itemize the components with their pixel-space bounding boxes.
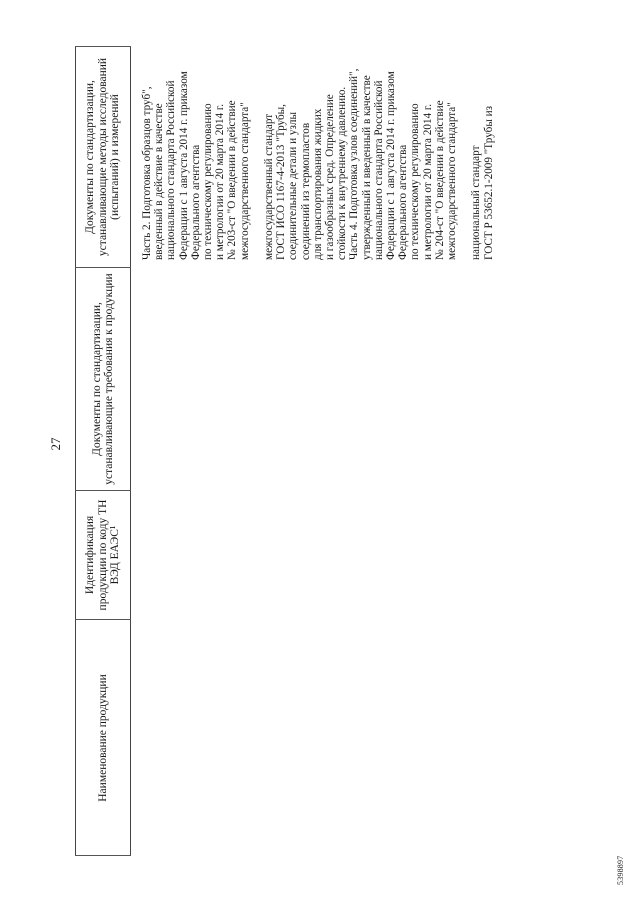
methods-text-line: и газообразных сред. Определение: [324, 94, 337, 260]
table-border-right: [75, 46, 131, 47]
methods-text-line: введенный в действие в качестве: [153, 103, 166, 260]
table-top-rule: [75, 47, 76, 856]
methods-text-line: ГОСТ Р 53652.1-2009 "Трубы из: [482, 105, 495, 260]
header-requirements-docs: Документы по стандартизации, устанавливающие требования к продукции: [90, 273, 115, 485]
methods-text-line: № 203-ст "О введении в действие: [226, 100, 239, 260]
methods-text-line: соединительные детали и узлы: [287, 112, 300, 260]
methods-text-line: и метрологии от 20 марта 2014 г.: [214, 103, 227, 260]
column-divider: [75, 619, 131, 620]
methods-text-line: национального стандарта Российской: [165, 80, 178, 260]
methods-text-line: Часть 4. Подготовка узлов соединений",: [348, 68, 361, 260]
header-product-name: Наименование продукции: [96, 674, 109, 802]
table-border-left: [75, 855, 131, 856]
table-header-rule: [130, 47, 131, 856]
document-id: 5398897: [616, 855, 625, 885]
paragraph-spacer: [458, 0, 470, 260]
methods-text-line: национального стандарта Российской: [372, 80, 385, 260]
methods-text-line: Федерального агентства: [189, 144, 202, 260]
paragraph-spacer: [251, 0, 263, 260]
methods-text-line: Федерального агентства: [397, 144, 410, 260]
methods-text-line: межгосударственный стандарт: [263, 113, 276, 260]
methods-text-line: Федерации с 1 августа 2014 г. приказом: [385, 71, 398, 260]
methods-text-line: ГОСТ ИСО 1167-4-2013 "Трубы,: [275, 104, 288, 260]
methods-text-line: соединений из термопластов: [299, 122, 312, 260]
methods-cell-text: [141, 0, 495, 260]
header-methods-docs: Документы по стандартизации, устанавливающие методы исследований (испытаний) и измерений: [84, 57, 122, 257]
methods-text-line: и метрологии от 20 марта 2014 г.: [421, 103, 434, 260]
methods-text-line: межгосударственного стандарта": [446, 102, 459, 260]
column-divider: [75, 490, 131, 491]
methods-text-line: Часть 2. Подготовка образцов труб",: [141, 86, 153, 260]
methods-text-line: по техническому регулированию: [409, 103, 422, 260]
column-divider: [75, 267, 131, 268]
methods-text-line: национальный стандарт: [470, 145, 483, 260]
methods-text-line: № 204-ст "О введении в действие: [433, 100, 446, 260]
methods-text-line: межгосударственного стандарта": [238, 102, 251, 260]
methods-text-line: для транспортирования жидких: [311, 108, 324, 260]
methods-text-line: Федерации с 1 августа 2014 г. приказом: [177, 71, 190, 260]
methods-text-line: утвержденный и введенный в качестве: [360, 75, 373, 260]
methods-text-line: по техническому регулированию: [202, 103, 215, 260]
header-tnved-code: Идентификация продукции по коду ТН ВЭД ЕАЭС¹: [84, 499, 122, 611]
methods-text-line: стойкости к внутреннему давлению.: [336, 86, 349, 260]
page-number: 27: [48, 437, 63, 451]
